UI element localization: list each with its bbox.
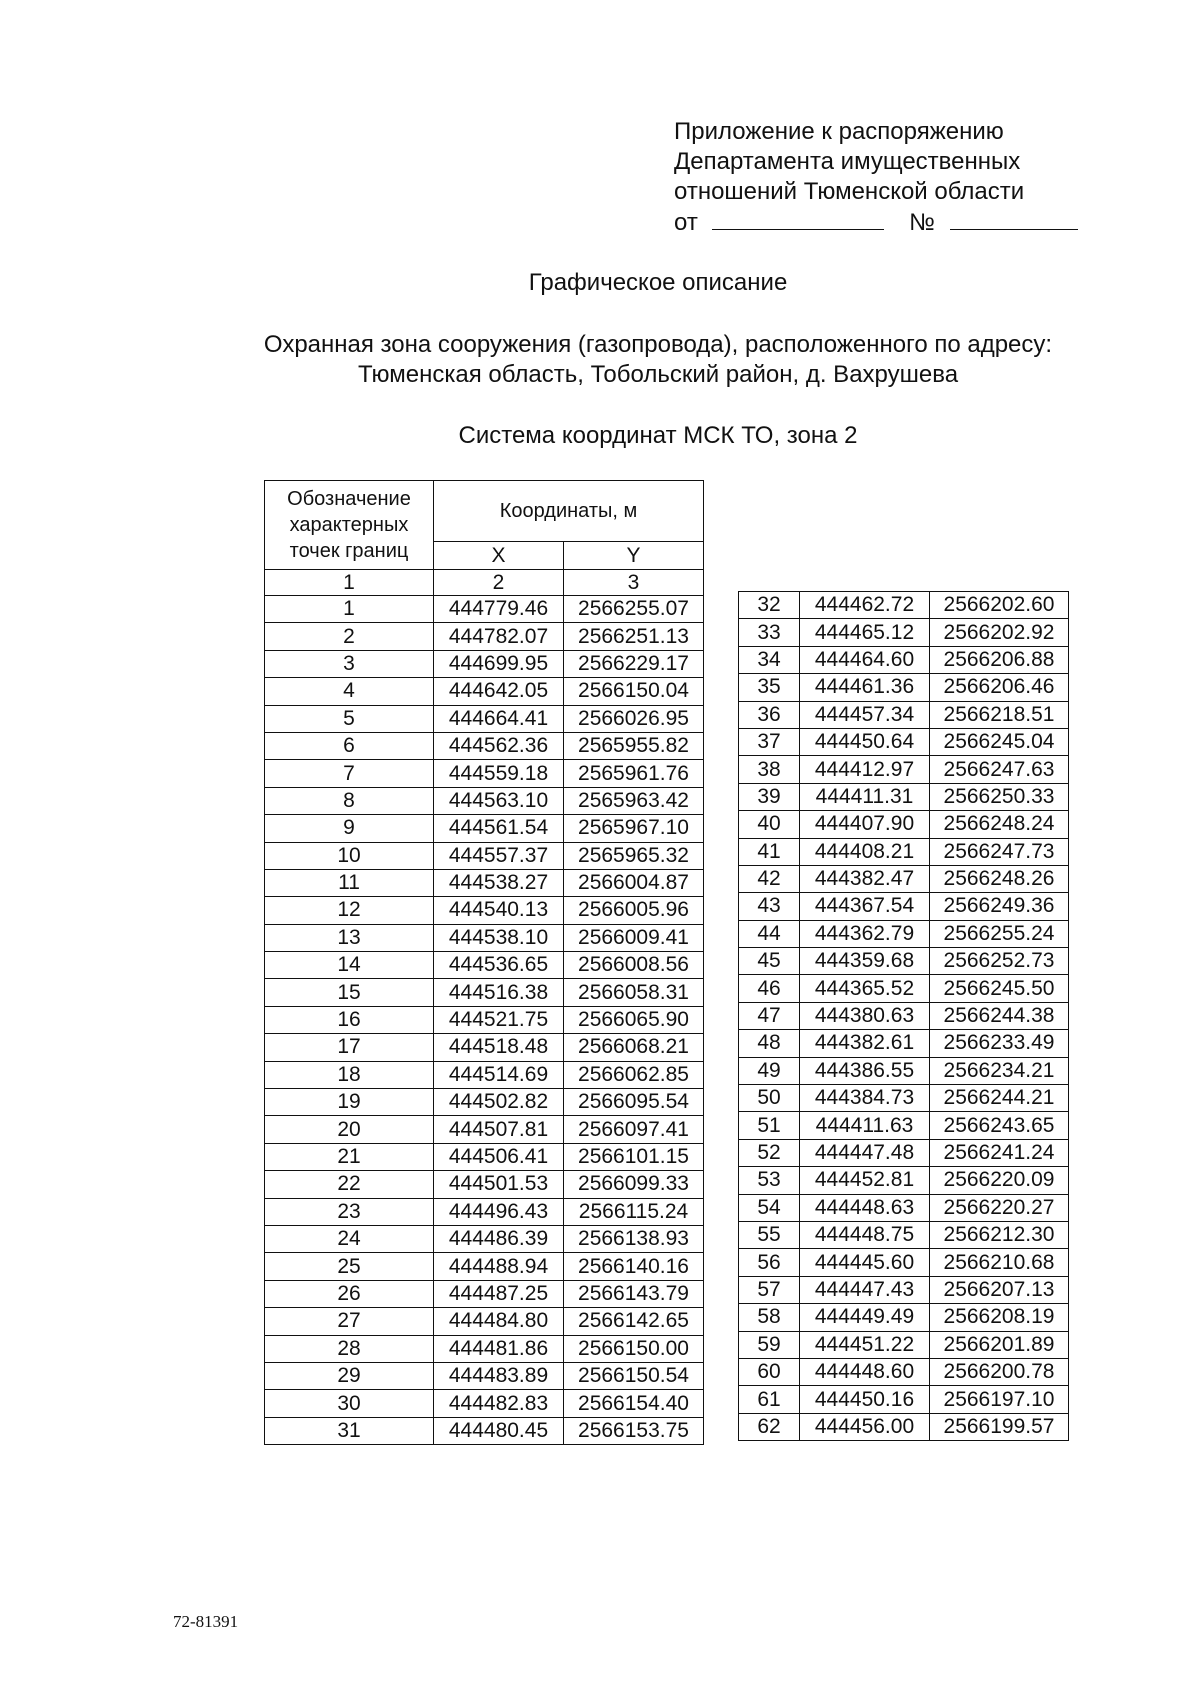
x-coordinate-cell: 444538.27 [434, 869, 564, 896]
y-coordinate-cell: 2566243.65 [930, 1112, 1069, 1139]
point-number-cell: 49 [739, 1057, 800, 1084]
y-coordinate-cell: 2566099.33 [564, 1171, 704, 1198]
y-coordinate-cell: 2566241.24 [930, 1139, 1069, 1166]
x-coordinate-cell: 444486.39 [434, 1225, 564, 1252]
point-number-cell: 18 [265, 1061, 434, 1088]
y-coordinate-cell: 2566248.26 [930, 865, 1069, 892]
x-coordinate-cell: 444488.94 [434, 1253, 564, 1280]
y-coordinate-cell: 2566229.17 [564, 650, 704, 677]
x-coordinate-cell: 444779.46 [434, 596, 564, 623]
point-number-cell: 4 [265, 678, 434, 705]
x-coordinate-cell: 444362.79 [800, 920, 930, 947]
x-coordinate-cell: 444782.07 [434, 623, 564, 650]
y-coordinate-cell: 2566233.49 [930, 1030, 1069, 1057]
y-coordinate-cell: 2566197.10 [930, 1386, 1069, 1413]
y-coordinate-cell: 2566244.38 [930, 1002, 1069, 1029]
point-number-cell: 2 [265, 623, 434, 650]
table-row [265, 1390, 704, 1417]
y-coordinate-cell: 2566202.92 [930, 619, 1069, 646]
coordinate-system-label: Система координат МСК ТО, зона 2 [458, 422, 858, 449]
y-coordinate-cell: 2566140.16 [564, 1253, 704, 1280]
table-row [265, 952, 704, 979]
point-number-cell: 1 [265, 596, 434, 623]
table-row [739, 783, 1069, 810]
point-number-cell: 35 [739, 674, 800, 701]
x-coordinate-cell: 444557.37 [434, 842, 564, 869]
y-coordinate-cell: 2566201.89 [930, 1331, 1069, 1358]
point-number-cell: 62 [739, 1413, 800, 1440]
point-number-cell: 17 [265, 1034, 434, 1061]
x-coordinate-cell: 444487.25 [434, 1280, 564, 1307]
point-number-cell: 52 [739, 1139, 800, 1166]
x-coordinate-cell: 444514.69 [434, 1061, 564, 1088]
point-number-cell: 30 [265, 1390, 434, 1417]
y-coordinate-cell: 2566202.60 [930, 592, 1069, 619]
point-number-cell: 51 [739, 1112, 800, 1139]
appendix-line-2: Департамента имущественных [674, 148, 1021, 175]
point-number-cell: 56 [739, 1249, 800, 1276]
table-row [739, 838, 1069, 865]
x-coordinate-cell: 444365.52 [800, 975, 930, 1002]
x-coordinate-cell: 444540.13 [434, 897, 564, 924]
y-coordinate-cell: 2566062.85 [564, 1061, 704, 1088]
x-coordinate-cell: 444496.43 [434, 1198, 564, 1225]
document-title: Графическое описание [528, 269, 788, 296]
x-coordinate-cell: 444563.10 [434, 787, 564, 814]
x-coordinate-cell: 444445.60 [800, 1249, 930, 1276]
point-number-cell: 50 [739, 1085, 800, 1112]
x-coordinate-cell: 444507.81 [434, 1116, 564, 1143]
y-coordinate-cell: 2566245.50 [930, 975, 1069, 1002]
table-row [739, 1112, 1069, 1139]
x-coordinate-cell: 444461.36 [800, 674, 930, 701]
x-coordinate-cell: 444482.83 [434, 1390, 564, 1417]
table-row [739, 1030, 1069, 1057]
x-coordinate-cell: 444447.43 [800, 1276, 930, 1303]
table-row [265, 1417, 704, 1444]
table-row [265, 842, 704, 869]
appendix-line-1: Приложение к распоряжению [674, 118, 1004, 145]
x-coordinate-cell: 444521.75 [434, 1006, 564, 1033]
y-coordinate-cell: 2566142.65 [564, 1308, 704, 1335]
x-coordinate-cell: 444448.63 [800, 1194, 930, 1221]
x-coordinate-cell: 444450.64 [800, 728, 930, 755]
x-coordinate-cell: 444407.90 [800, 811, 930, 838]
table-row [265, 1143, 704, 1170]
y-coordinate-cell: 2566153.75 [564, 1417, 704, 1444]
column-number: 2 [434, 570, 564, 596]
x-coordinate-cell: 444562.36 [434, 732, 564, 759]
table-row [739, 619, 1069, 646]
subject-line-2: Тюменская область, Тобольский район, д. Вахрушева [357, 361, 959, 388]
y-coordinate-cell: 2566004.87 [564, 869, 704, 896]
y-coordinate-cell: 2566115.24 [564, 1198, 704, 1225]
table-row [739, 975, 1069, 1002]
table-row [265, 1280, 704, 1307]
column-number: 1 [265, 570, 434, 596]
from-label: от [674, 209, 698, 236]
x-coordinate-cell: 444516.38 [434, 979, 564, 1006]
x-coordinate-cell: 444506.41 [434, 1143, 564, 1170]
point-number-cell: 61 [739, 1386, 800, 1413]
y-coordinate-cell: 2566199.57 [930, 1413, 1069, 1440]
x-coordinate-cell: 444451.22 [800, 1331, 930, 1358]
table-row [739, 1167, 1069, 1194]
table-row [739, 728, 1069, 755]
coordinates-table-right [738, 591, 1069, 1441]
point-number-cell: 59 [739, 1331, 800, 1358]
y-coordinate-cell: 2566218.51 [930, 701, 1069, 728]
point-number-cell: 6 [265, 732, 434, 759]
appendix-line-3: отношений Тюменской области [674, 178, 1025, 205]
point-number-cell: 39 [739, 783, 800, 810]
x-coordinate-cell: 444448.75 [800, 1221, 930, 1248]
x-coordinate-cell: 444642.05 [434, 678, 564, 705]
y-coordinate-cell: 2566101.15 [564, 1143, 704, 1170]
point-number-cell: 55 [739, 1221, 800, 1248]
point-number-cell: 19 [265, 1089, 434, 1116]
y-coordinate-cell: 2566150.00 [564, 1335, 704, 1362]
x-coordinate-cell: 444450.16 [800, 1386, 930, 1413]
y-coordinate-cell: 2566065.90 [564, 1006, 704, 1033]
appendix-note [674, 117, 1078, 238]
y-coordinate-cell: 2566200.78 [930, 1358, 1069, 1385]
number-label: № [909, 209, 935, 236]
table-row [265, 1171, 704, 1198]
table-row [739, 865, 1069, 892]
x-coordinate-cell: 444457.34 [800, 701, 930, 728]
point-number-cell: 60 [739, 1358, 800, 1385]
point-number-cell: 57 [739, 1276, 800, 1303]
table-row [739, 1331, 1069, 1358]
table-row [265, 1335, 704, 1362]
point-number-cell: 26 [265, 1280, 434, 1307]
table-row [739, 1413, 1069, 1440]
table-row [265, 1061, 704, 1088]
table-row [265, 979, 704, 1006]
point-number-cell: 8 [265, 787, 434, 814]
point-number-cell: 40 [739, 811, 800, 838]
table-row [739, 1002, 1069, 1029]
point-number-cell: 34 [739, 646, 800, 673]
table-row [265, 705, 704, 732]
x-coordinate-cell: 444462.72 [800, 592, 930, 619]
point-number-cell: 25 [265, 1253, 434, 1280]
x-coordinate-cell: 444480.45 [434, 1417, 564, 1444]
y-coordinate-cell: 2566248.24 [930, 811, 1069, 838]
x-coordinate-cell: 444411.63 [800, 1112, 930, 1139]
table-row [265, 650, 704, 677]
y-coordinate-cell: 2565955.82 [564, 732, 704, 759]
x-coordinate-cell: 444561.54 [434, 815, 564, 842]
subject-line-1: Охранная зона сооружения (газопровода), расположенного по адресу: [263, 331, 1053, 358]
y-coordinate-cell: 2566068.21 [564, 1034, 704, 1061]
y-coordinate-cell: 2566255.24 [930, 920, 1069, 947]
y-coordinate-cell: 2566058.31 [564, 979, 704, 1006]
point-number-cell: 41 [739, 838, 800, 865]
table-row [739, 893, 1069, 920]
point-number-cell: 58 [739, 1304, 800, 1331]
y-coordinate-cell: 2566247.63 [930, 756, 1069, 783]
y-coordinate-cell: 2566245.04 [930, 728, 1069, 755]
y-coordinate-cell: 2566210.68 [930, 1249, 1069, 1276]
point-number-cell: 29 [265, 1362, 434, 1389]
x-coordinate-cell: 444456.00 [800, 1413, 930, 1440]
table-row [739, 1276, 1069, 1303]
point-number-cell: 45 [739, 948, 800, 975]
table-row [739, 1194, 1069, 1221]
y-coordinate-cell: 2566026.95 [564, 705, 704, 732]
y-coordinate-cell: 2565967.10 [564, 815, 704, 842]
header-x: X [434, 542, 564, 570]
point-number-cell: 32 [739, 592, 800, 619]
table-row [265, 1362, 704, 1389]
y-coordinate-cell: 2566009.41 [564, 924, 704, 951]
table-row [739, 811, 1069, 838]
table-row [739, 1249, 1069, 1276]
y-coordinate-cell: 2566138.93 [564, 1225, 704, 1252]
table-row [739, 756, 1069, 783]
date-blank [712, 207, 884, 230]
y-coordinate-cell: 2566095.54 [564, 1089, 704, 1116]
y-coordinate-cell: 2566154.40 [564, 1390, 704, 1417]
point-number-cell: 48 [739, 1030, 800, 1057]
x-coordinate-cell: 444367.54 [800, 893, 930, 920]
y-coordinate-cell: 2566244.21 [930, 1085, 1069, 1112]
table-row [265, 897, 704, 924]
table-row [739, 674, 1069, 701]
y-coordinate-cell: 2565963.42 [564, 787, 704, 814]
x-coordinate-cell: 444464.60 [800, 646, 930, 673]
point-number-cell: 21 [265, 1143, 434, 1170]
y-coordinate-cell: 2566234.21 [930, 1057, 1069, 1084]
table-row [265, 1308, 704, 1335]
column-number-row [265, 570, 704, 596]
point-number-cell: 42 [739, 865, 800, 892]
header-y: Y [564, 542, 704, 570]
table-row [265, 815, 704, 842]
y-coordinate-cell: 2566255.07 [564, 596, 704, 623]
y-coordinate-cell: 2566005.96 [564, 897, 704, 924]
y-coordinate-cell: 2565961.76 [564, 760, 704, 787]
x-coordinate-cell: 444452.81 [800, 1167, 930, 1194]
y-coordinate-cell: 2566008.56 [564, 952, 704, 979]
x-coordinate-cell: 444380.63 [800, 1002, 930, 1029]
appendix-date-number-line [674, 207, 1078, 238]
table-row [739, 1085, 1069, 1112]
point-number-cell: 31 [265, 1417, 434, 1444]
y-coordinate-cell: 2566150.54 [564, 1362, 704, 1389]
point-number-cell: 28 [265, 1335, 434, 1362]
table-row [265, 678, 704, 705]
point-number-cell: 44 [739, 920, 800, 947]
y-coordinate-cell: 2566252.73 [930, 948, 1069, 975]
table-row [265, 924, 704, 951]
x-coordinate-cell: 444359.68 [800, 948, 930, 975]
y-coordinate-cell: 2566208.19 [930, 1304, 1069, 1331]
header-coordinates: Координаты, м [434, 481, 704, 542]
y-coordinate-cell: 2565965.32 [564, 842, 704, 869]
table-header-row [265, 481, 704, 542]
column-number: 3 [564, 570, 704, 596]
x-coordinate-cell: 444384.73 [800, 1085, 930, 1112]
x-coordinate-cell: 444536.65 [434, 952, 564, 979]
y-coordinate-cell: 2566150.04 [564, 678, 704, 705]
table-row [739, 1386, 1069, 1413]
table-row [265, 1034, 704, 1061]
point-number-cell: 54 [739, 1194, 800, 1221]
table-row [265, 1116, 704, 1143]
x-coordinate-cell: 444447.48 [800, 1139, 930, 1166]
point-number-cell: 38 [739, 756, 800, 783]
table-row [739, 1221, 1069, 1248]
y-coordinate-cell: 2566212.30 [930, 1221, 1069, 1248]
x-coordinate-cell: 444382.47 [800, 865, 930, 892]
x-coordinate-cell: 444465.12 [800, 619, 930, 646]
table-row [739, 592, 1069, 619]
point-number-cell: 14 [265, 952, 434, 979]
table-row [739, 920, 1069, 947]
point-number-cell: 16 [265, 1006, 434, 1033]
x-coordinate-cell: 444699.95 [434, 650, 564, 677]
y-coordinate-cell: 2566220.27 [930, 1194, 1069, 1221]
point-number-cell: 7 [265, 760, 434, 787]
table-row [265, 1198, 704, 1225]
x-coordinate-cell: 444484.80 [434, 1308, 564, 1335]
table-row [739, 1139, 1069, 1166]
y-coordinate-cell: 2566251.13 [564, 623, 704, 650]
table-row [739, 1057, 1069, 1084]
point-number-cell: 13 [265, 924, 434, 951]
x-coordinate-cell: 444518.48 [434, 1034, 564, 1061]
subject-description [0, 330, 1200, 390]
point-number-cell: 10 [265, 842, 434, 869]
table-row [739, 1304, 1069, 1331]
x-coordinate-cell: 444481.86 [434, 1335, 564, 1362]
table-row [739, 948, 1069, 975]
table-row [739, 646, 1069, 673]
x-coordinate-cell: 444538.10 [434, 924, 564, 951]
x-coordinate-cell: 444449.49 [800, 1304, 930, 1331]
y-coordinate-cell: 2566249.36 [930, 893, 1069, 920]
x-coordinate-cell: 444559.18 [434, 760, 564, 787]
x-coordinate-cell: 444664.41 [434, 705, 564, 732]
y-coordinate-cell: 2566097.41 [564, 1116, 704, 1143]
table-row [739, 1358, 1069, 1385]
table-row [265, 1006, 704, 1033]
table-row [739, 701, 1069, 728]
point-number-cell: 47 [739, 1002, 800, 1029]
point-number-cell: 23 [265, 1198, 434, 1225]
point-number-cell: 20 [265, 1116, 434, 1143]
number-blank [950, 207, 1078, 230]
table-row [265, 732, 704, 759]
table-row [265, 623, 704, 650]
table-row [265, 596, 704, 623]
table-row [265, 787, 704, 814]
table-row [265, 869, 704, 896]
x-coordinate-cell: 444483.89 [434, 1362, 564, 1389]
table-row [265, 760, 704, 787]
x-coordinate-cell: 444408.21 [800, 838, 930, 865]
x-coordinate-cell: 444502.82 [434, 1089, 564, 1116]
point-number-cell: 11 [265, 869, 434, 896]
x-coordinate-cell: 444448.60 [800, 1358, 930, 1385]
y-coordinate-cell: 2566143.79 [564, 1280, 704, 1307]
y-coordinate-cell: 2566247.73 [930, 838, 1069, 865]
x-coordinate-cell: 444501.53 [434, 1171, 564, 1198]
y-coordinate-cell: 2566207.13 [930, 1276, 1069, 1303]
table-row [265, 1253, 704, 1280]
point-number-cell: 9 [265, 815, 434, 842]
point-number-cell: 15 [265, 979, 434, 1006]
point-number-cell: 27 [265, 1308, 434, 1335]
table-row [265, 1225, 704, 1252]
point-number-cell: 33 [739, 619, 800, 646]
x-coordinate-cell: 444386.55 [800, 1057, 930, 1084]
y-coordinate-cell: 2566206.88 [930, 646, 1069, 673]
point-number-cell: 3 [265, 650, 434, 677]
point-number-cell: 53 [739, 1167, 800, 1194]
x-coordinate-cell: 444411.31 [800, 783, 930, 810]
coordinates-table-left [264, 480, 704, 1445]
table-row [265, 1089, 704, 1116]
y-coordinate-cell: 2566250.33 [930, 783, 1069, 810]
point-number-cell: 12 [265, 897, 434, 924]
document-code: 72-81391 [173, 1612, 239, 1631]
point-number-cell: 43 [739, 893, 800, 920]
point-number-cell: 37 [739, 728, 800, 755]
y-coordinate-cell: 2566206.46 [930, 674, 1069, 701]
x-coordinate-cell: 444412.97 [800, 756, 930, 783]
point-number-cell: 24 [265, 1225, 434, 1252]
y-coordinate-cell: 2566220.09 [930, 1167, 1069, 1194]
point-number-cell: 36 [739, 701, 800, 728]
header-point-designation: Обозначение характерных точек границ [265, 481, 434, 570]
point-number-cell: 5 [265, 705, 434, 732]
point-number-cell: 22 [265, 1171, 434, 1198]
x-coordinate-cell: 444382.61 [800, 1030, 930, 1057]
point-number-cell: 46 [739, 975, 800, 1002]
